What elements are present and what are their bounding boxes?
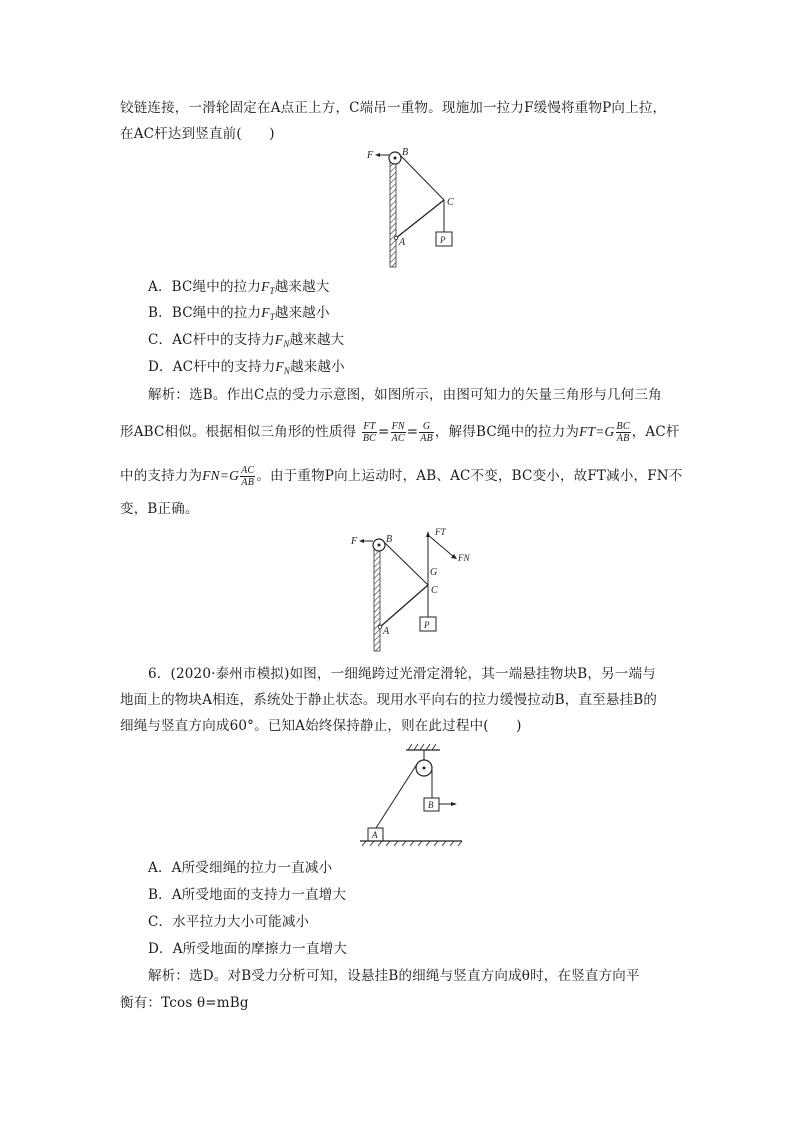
wall (390, 159, 396, 267)
label-p: P (440, 235, 446, 245)
q5-figure-1 (366, 145, 486, 270)
label-c: C (447, 197, 454, 208)
rope-to-a (376, 764, 417, 828)
fraction-fn-ac: $\frac{FN}{AC}$ (391, 421, 405, 444)
q6-figure (358, 742, 468, 847)
q6-stem-line-3: 细绳与竖直方向成60°。已知A始终保持静止，则在此过程中( ) (120, 718, 522, 734)
force-fn (428, 535, 454, 557)
label-a: A (399, 237, 406, 248)
q5-option-b: B．BC绳中的拉力$F_T$越来越小 (148, 305, 330, 322)
q5-stem-line-2: 在AC杆达到竖直前( ) (120, 126, 275, 142)
label-g: G (430, 567, 438, 578)
q5-stem-line-1: 铰链连接，一滑轮固定在A点正上方，C端吊一重物。现施加一拉力F缓慢将重物P向上拉， (120, 100, 667, 116)
rope-bc (399, 154, 444, 200)
label-a: A (372, 830, 378, 840)
q5-analysis-line-2: 形ABC相似。根据相似三角形的性质得 $\frac{FT}{BC}$ = $\frac{FN}{AC}$ = $\frac{G}{AB}$ ，解得BC绳中的拉力为FT=G $\frac{BC}{AB}$ ，AC杆 (120, 421, 680, 444)
q5-analysis-line-4: 变，B正确。 (120, 501, 199, 517)
fraction-ft-bc: $\frac{FT}{BC}$ (362, 421, 377, 444)
q6-analysis-line-2: 衡有：Tcos θ=mBg (120, 995, 249, 1011)
label-b: B (402, 147, 409, 158)
label-p: P (424, 620, 430, 630)
q5-analysis-line-1: 解析：选B。作出C点的受力示意图，如图所示，由图可知力的矢量三角形与几何三角 (148, 387, 662, 403)
q5-analysis-line-3: 中的支持力为FN=G $\frac{AC}{AB}$ 。由于重物P向上运动时，AB、AC不变，BC变小，故FT减小，FN不 (120, 465, 683, 488)
label-b: B (386, 534, 393, 545)
label-ft: FT (435, 527, 446, 537)
rope-bc (383, 541, 428, 585)
q5-option-d: D．AC杆中的支持力$F_N$越来越小 (148, 359, 345, 376)
q6-option-a: A．A所受细绳的拉力一直减小 (148, 860, 333, 876)
label-fn: FN (458, 553, 470, 563)
label-f: F (367, 150, 374, 161)
wall (374, 545, 380, 651)
fraction-g-ab: $\frac{G}{AB}$ (420, 421, 433, 444)
fraction-ac-ab: $\frac{AC}{AB}$ (241, 465, 255, 488)
label-f: F (351, 536, 358, 547)
q5-option-a: A．BC绳中的拉力$F_T$越来越大 (148, 279, 330, 296)
label-c: C (431, 585, 438, 596)
q5-figure-2 (350, 523, 480, 653)
q6-option-c: C．水平拉力大小可能减小 (148, 914, 310, 930)
fraction-bc-ab: $\frac{BC}{AB}$ (616, 421, 630, 444)
q5-option-c: C．AC杆中的支持力$F_N$越来越大 (148, 332, 345, 349)
label-a: A (383, 626, 390, 637)
label-b: B (428, 800, 434, 810)
q6-analysis-line-1: 解析：选D。对B受力分析可知，设悬挂B的细绳与竖直方向成θ时，在竖直方向平 (148, 968, 640, 984)
q6-stem-line-1: 6．(2020·泰州市模拟)如图，一细绳跨过光滑定滑轮，其一端悬挂物块B，另一端与 (148, 666, 656, 682)
q6-stem-line-2: 地面上的物块A相连，系统处于静止状态。现用水平向右的拉力缓慢拉动B，直至悬挂B的 (120, 692, 658, 708)
q6-option-b: B．A所受地面的支持力一直增大 (148, 887, 347, 903)
q6-option-d: D．A所受地面的摩擦力一直增大 (148, 941, 348, 957)
